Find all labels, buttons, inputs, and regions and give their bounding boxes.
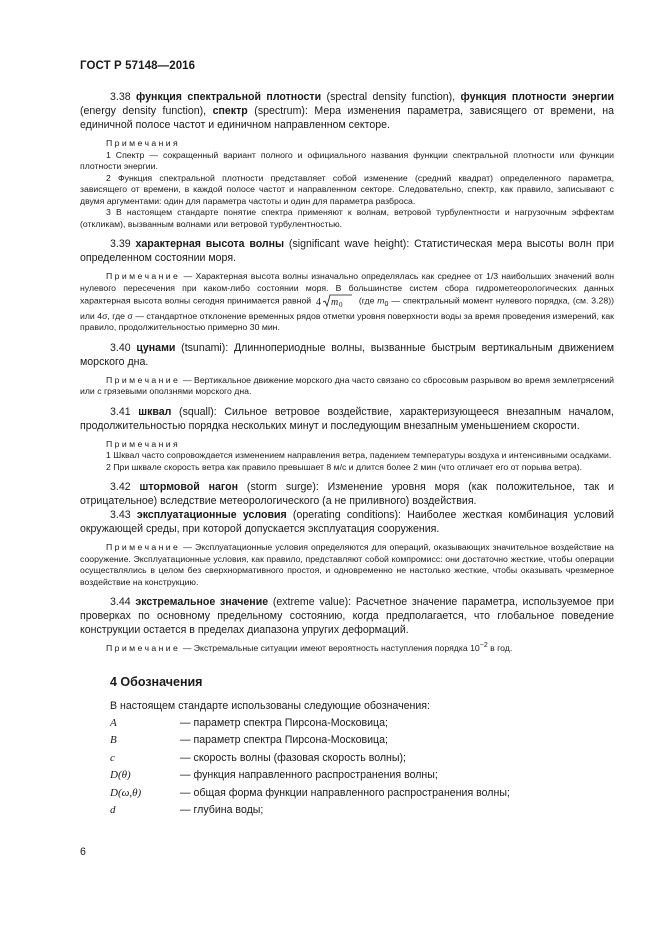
term-text: (spectral density function), bbox=[321, 91, 461, 103]
note-variable: m bbox=[377, 295, 385, 306]
page-number: 6 bbox=[80, 846, 86, 858]
note-text: (где bbox=[356, 295, 378, 306]
note-text: — Экстремальные ситуации имеют вероятность наступления порядка 10 bbox=[180, 643, 480, 654]
notes-3-38 bbox=[80, 138, 614, 230]
term-definition: (operating conditions): Наиболее жесткая комбинация условий окружающей среды, при которой допускается эксплуатация сооружения. bbox=[80, 509, 614, 536]
term-number: 3.43 bbox=[110, 509, 131, 522]
symbol: c bbox=[110, 751, 115, 764]
symbol-definition: — параметр спектра Пирсона-Московица; bbox=[180, 716, 388, 729]
term-3-39 bbox=[80, 237, 614, 265]
symbol-row bbox=[110, 732, 614, 750]
symbol-row bbox=[110, 785, 614, 803]
formula-subscript: 0 bbox=[339, 301, 343, 308]
term-number: 3.42 bbox=[110, 481, 131, 494]
symbols-list bbox=[80, 715, 614, 820]
note-3-40 bbox=[80, 375, 614, 398]
document-header: ГОСТ Р 57148—2016 bbox=[80, 60, 196, 72]
term-3-40 bbox=[80, 341, 614, 369]
term-name: шквал bbox=[138, 405, 172, 418]
symbol-definition: — параметр спектра Пирсона-Московица; bbox=[180, 734, 388, 747]
note-text: — спектральный момент нулевого порядка, (см. 3.28)) или 4σ, где σ — стандартное отклонение временных рядов отметки уровня поверхности воды за время проведения измерений, как правило, продолжительностью примерно 30 мин. bbox=[80, 295, 614, 333]
note-text: — Вертикальное движение морского дна часто связано со сбросовым разрывом во время землетрясений или с грязевыми оползнями морского дна. bbox=[80, 374, 614, 397]
term-name: спектр bbox=[212, 105, 248, 117]
note-3-43 bbox=[80, 542, 614, 588]
note-text: — Эксплуатационные условия определяются для операций, оказывающих значительное воздействие на сооружение. Эксплуатационные условия, как правило, представляют собой компромисс: они достаточно жесткие, чтобы операции осуществлялись в целом без сверхнормативного простоя, и одновременно не настолько жесткие, чтобы оказывать чрезмерное воздействие на конструкцию. bbox=[80, 542, 614, 587]
term-number: 3.41 bbox=[110, 405, 131, 418]
term-number: 3.40 bbox=[110, 341, 131, 354]
term-name: цунами bbox=[136, 341, 176, 354]
term-number: 3.39 bbox=[110, 238, 131, 250]
formula-coefficient: 4 bbox=[316, 297, 321, 308]
sqrt-formula bbox=[316, 294, 354, 308]
symbol-row bbox=[110, 767, 614, 785]
note-item: 1 Шквал часто сопровождается изменением направления ветра, падением температуры воздуха и интенсивными осадками. bbox=[106, 450, 612, 461]
note-item bbox=[80, 375, 614, 398]
term-definition: (spectrum): Мера изменения параметра, зависящего от времени, на единичной полосе частот и единичном направленном секторе. bbox=[80, 105, 615, 131]
term-text: (energy density function), bbox=[80, 105, 213, 117]
term-3-43 bbox=[80, 508, 614, 536]
note-item bbox=[80, 542, 614, 588]
note-text: в год. bbox=[487, 643, 513, 654]
term-number: 3.38 bbox=[110, 91, 131, 103]
term-3-42 bbox=[80, 480, 614, 508]
symbol-definition: — общая форма функции направленного распространения волны; bbox=[180, 786, 510, 799]
term-3-44 bbox=[80, 595, 614, 637]
note-item bbox=[80, 271, 614, 334]
term-name: функция плотности энергии bbox=[460, 91, 614, 103]
symbol-row bbox=[110, 750, 614, 768]
symbol-definition: — функция направленного распространения волны; bbox=[180, 769, 438, 782]
note-item: 1 Спектр — сокращенный вариант полного и официального названия функции спектральной плотности или функции плотности энергии. bbox=[80, 149, 614, 171]
note-item bbox=[80, 643, 614, 655]
note-label: Примечание bbox=[106, 271, 181, 281]
term-name: штормовой нагон bbox=[139, 481, 239, 494]
note-item: 3 В настоящем стандарте понятие спектра применяют к волнам, ветровой турбулентности и нагрузочным эффектам (откликам), вызванным волнами или ветровой турбулентностью. bbox=[80, 207, 614, 229]
symbol: A bbox=[110, 716, 117, 729]
note-3-44 bbox=[80, 643, 614, 655]
term-definition: (significant wave height): Статистическая мера высоты волн при определенном состоянии моря. bbox=[80, 238, 614, 264]
term-name: функция спектральной плотности bbox=[136, 91, 322, 103]
note-subscript: 0 bbox=[384, 301, 389, 309]
note-item: 2 При шквале скорость ветра как правило превышает 8 м/с и длится более 2 мин (что отличает его от порыва ветра). bbox=[106, 461, 583, 472]
note-item: 2 Функция спектральной плотности представляет собой изменение (средний квадрат) определенного параметра, зависящего от времени, в каждой полосе частот и направленном секторе. Следовательно, спектр, как правило, записывают с двумя аргументами: один для параметра частоты и один для параметра разброса. bbox=[80, 172, 614, 206]
note-label: Примечание bbox=[106, 542, 181, 553]
section-intro: В настоящем стандарте использованы следующие обозначения: bbox=[110, 699, 430, 712]
note-text: — Характерная высота волны изначально определялась как среднее от 1/3 наибольших значений волн нулевого пересечения при каком-либо состоянии моря. В большинстве систем сбора гидрометеорологических данных характерная высота волны сегодня принимается равной bbox=[80, 271, 614, 306]
notes-header: Примечания bbox=[106, 438, 181, 449]
symbol-definition: — скорость волны (фазовая скорость волны); bbox=[180, 751, 406, 764]
term-name: эксплуатационные условия bbox=[136, 509, 287, 522]
page-content bbox=[80, 90, 614, 820]
symbol: D(θ) bbox=[110, 769, 131, 782]
symbol-row bbox=[110, 802, 614, 820]
term-definition: (storm surge): Изменение уровня моря (как положительное, так и отрицательное) вследствие метеорологического (а не приливного) воздействия. bbox=[80, 481, 614, 508]
term-3-38 bbox=[80, 90, 614, 132]
notes-header: Примечания bbox=[106, 138, 181, 148]
term-number: 3.44 bbox=[110, 596, 131, 609]
term-3-41 bbox=[80, 405, 614, 433]
symbol: B bbox=[110, 734, 117, 747]
note-label: Примечание bbox=[106, 643, 181, 654]
section-title: 4 Обозначения bbox=[110, 674, 203, 689]
symbol-row bbox=[110, 715, 614, 733]
symbol-definition: — глубина воды; bbox=[180, 804, 264, 817]
term-name: экстремальное значение bbox=[135, 596, 269, 609]
formula-variable: m bbox=[331, 297, 339, 308]
term-definition: (extreme value): Расчетное значение параметра, используемое при проверках по основному предельному состоянию, когда предполагается, что глобальное поведение конструкции остается в пределах диапазона упругих деформаций. bbox=[80, 596, 614, 637]
term-name: характерная высота волны bbox=[135, 238, 285, 250]
term-definition: (squall): Сильное ветровое воздействие, характеризующееся внезапным началом, продолжительностью порядка нескольких минут и последующим внезапным уменьшением скорости. bbox=[80, 405, 614, 432]
symbol: d bbox=[110, 804, 116, 817]
note-superscript: −2 bbox=[479, 642, 488, 650]
notes-3-41 bbox=[80, 439, 614, 474]
term-definition: (tsunami): Длиннопериодные волны, вызванные быстрым вертикальным движением морского дна. bbox=[80, 341, 614, 368]
symbol: D(ω,θ) bbox=[110, 786, 142, 799]
note-label: Примечание bbox=[106, 374, 181, 385]
note-3-39 bbox=[80, 271, 614, 334]
